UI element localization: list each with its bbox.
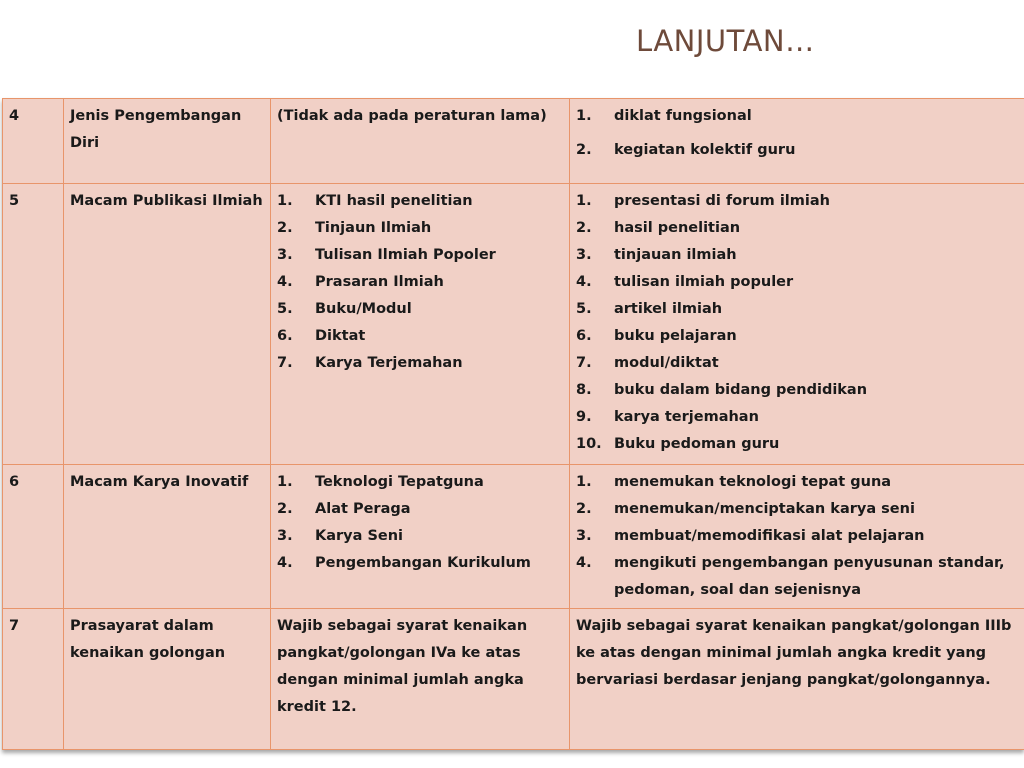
old-regulation-cell: [271, 184, 570, 465]
list-item: 3. membuat/memodifikasi alat pelajaran: [576, 528, 925, 544]
new-regulation-list: [576, 469, 1018, 604]
list-item: 4. tulisan ilmiah populer: [576, 274, 794, 290]
list-item: 2. kegiatan kolektif guru: [576, 142, 796, 158]
list-item: 1. presentasi di forum ilmiah: [576, 193, 830, 209]
list-item: 2. menemukan/menciptakan karya seni: [576, 501, 915, 517]
old-regulation-cell: (Tidak ada pada peraturan lama): [271, 99, 570, 184]
new-regulation-cell: [570, 184, 1024, 465]
table-row: [3, 465, 1024, 609]
list-item: 1. menemukan teknologi tepat guna: [576, 474, 892, 490]
list-item: 2. Tinjaun Ilmiah: [277, 220, 432, 236]
list-item: 9. karya terjemahan: [576, 409, 759, 425]
old-regulation-list: [277, 188, 563, 377]
row-number: 4: [3, 99, 64, 184]
list-item: 3. tinjauan ilmiah: [576, 247, 737, 263]
list-item: 3. Tulisan Ilmiah Popoler: [277, 247, 496, 263]
new-regulation-cell: [570, 99, 1024, 184]
table-row: [3, 609, 1024, 750]
row-number: 7: [3, 609, 64, 750]
aspect-cell: Macam Publikasi Ilmiah: [64, 184, 271, 465]
new-regulation-list: [576, 188, 1018, 458]
old-regulation-list: [277, 469, 563, 577]
list-item: 6. Diktat: [277, 328, 366, 344]
old-regulation-cell: Wajib sebagai syarat kenaikan pangkat/golongan IVa ke atas dengan minimal jumlah angka kredit 12.: [271, 609, 570, 750]
list-item: 1. Teknologi Tepatguna: [277, 474, 484, 490]
list-item: 7. modul/diktat: [576, 355, 719, 371]
table-row: [3, 184, 1024, 465]
list-item: 8. buku dalam bidang pendidikan: [576, 382, 868, 398]
list-item: 2. Alat Peraga: [277, 501, 411, 517]
list-item: 4. mengikuti pengembangan penyusunan standar, pedoman, soal dan sejenisnya: [576, 555, 1005, 598]
aspect-cell: Prasayarat dalam kenaikan golongan: [64, 609, 271, 750]
list-item: 2. hasil penelitian: [576, 220, 741, 236]
list-item: 10. Buku pedoman guru: [576, 436, 780, 452]
comparison-table: [2, 98, 1024, 750]
list-item: 7. Karya Terjemahan: [277, 355, 463, 371]
list-item: 6. buku pelajaran: [576, 328, 737, 344]
row-number: 6: [3, 465, 64, 609]
comparison-table-wrapper: [2, 98, 1024, 750]
new-regulation-list: [576, 103, 1018, 164]
list-item: 1. KTI hasil penelitian: [277, 193, 473, 209]
table-row: [3, 99, 1024, 184]
old-regulation-cell: [271, 465, 570, 609]
list-item: 4. Prasaran Ilmiah: [277, 274, 444, 290]
list-item: 3. Karya Seni: [277, 528, 404, 544]
list-item: 4. Pengembangan Kurikulum: [277, 555, 531, 571]
list-item: 5. Buku/Modul: [277, 301, 412, 317]
aspect-cell: Macam Karya Inovatif: [64, 465, 271, 609]
new-regulation-cell: [570, 465, 1024, 609]
list-item: 5. artikel ilmiah: [576, 301, 723, 317]
list-item: 1. diklat fungsional: [576, 108, 752, 124]
new-regulation-cell: Wajib sebagai syarat kenaikan pangkat/golongan IIIb ke atas dengan minimal jumlah angka kredit yang bervariasi berdasar jenjang pangkat/golongannya.: [570, 609, 1024, 750]
aspect-cell: Jenis Pengembangan Diri: [64, 99, 271, 184]
slide-title: LANJUTAN…: [636, 24, 815, 58]
row-number: 5: [3, 184, 64, 465]
